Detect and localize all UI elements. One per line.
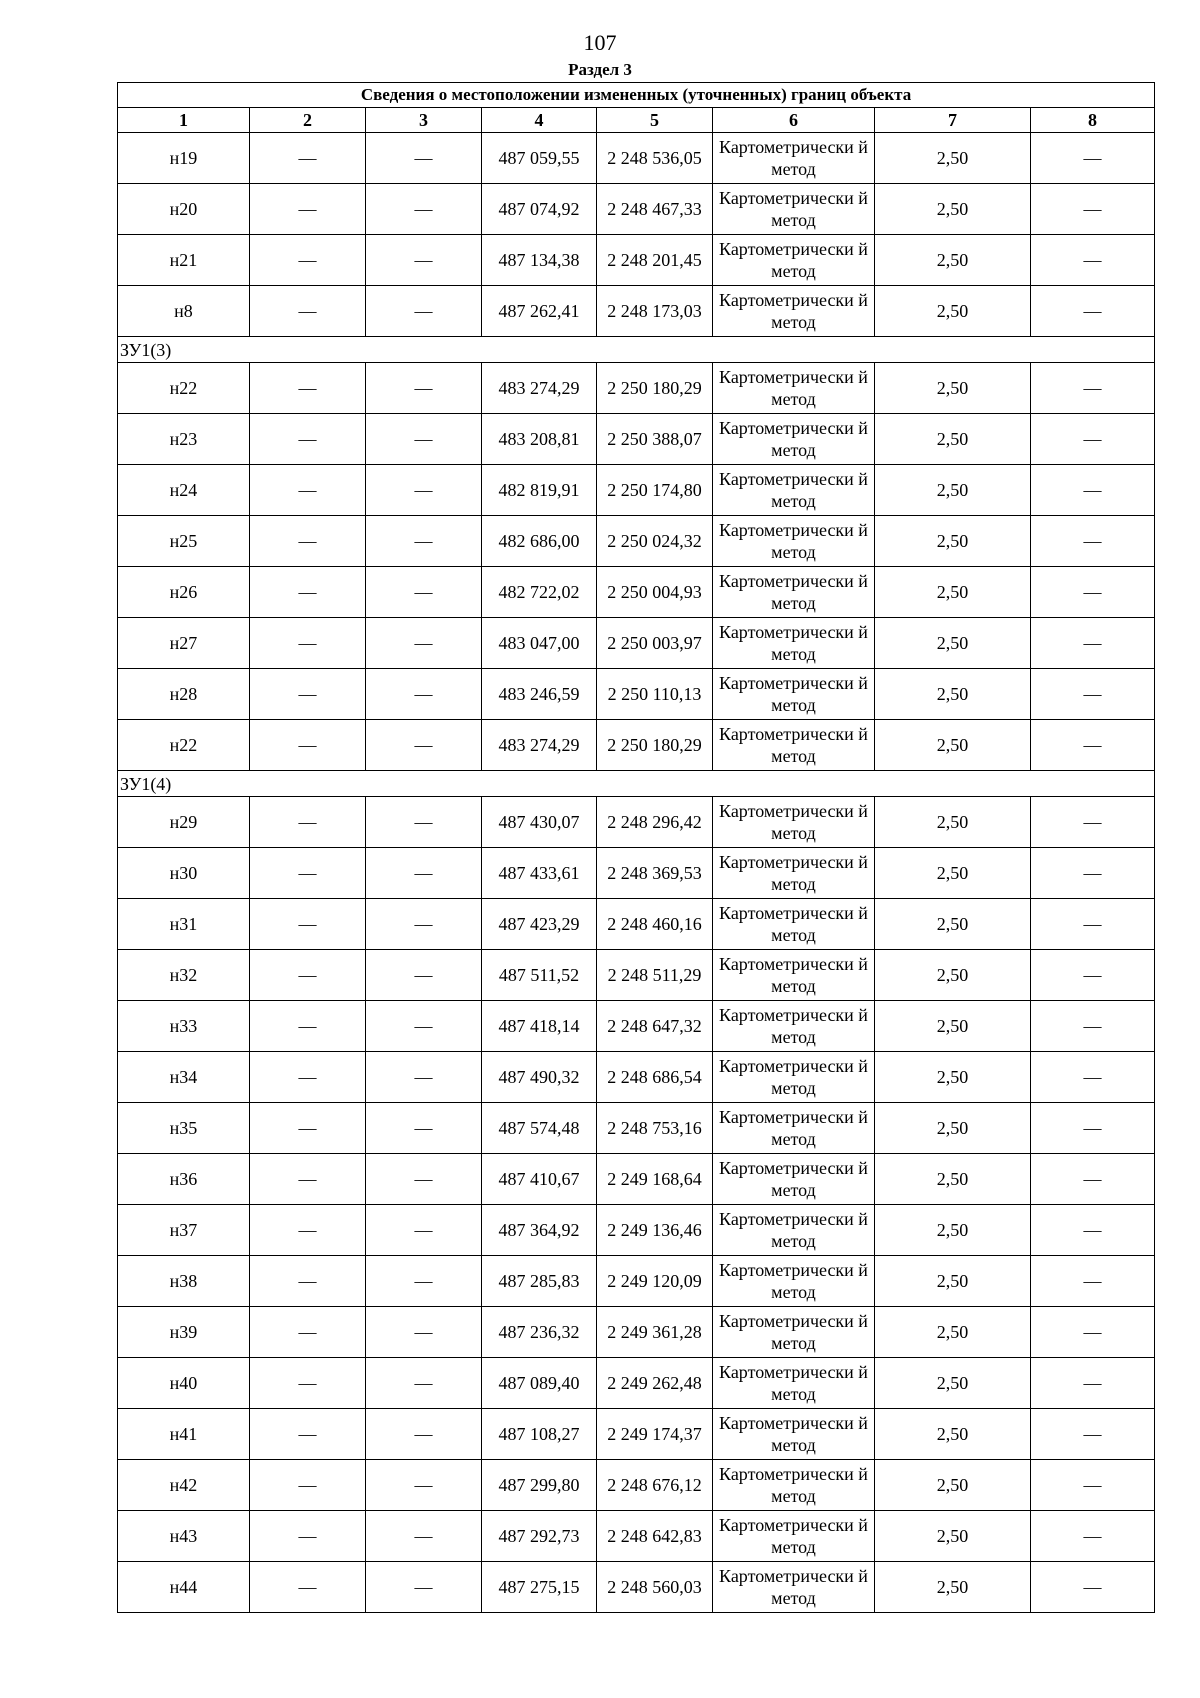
x-coordinate-cell: 487 299,80	[482, 1460, 597, 1511]
col3-cell: —	[366, 567, 482, 618]
accuracy-cell: 2,50	[875, 567, 1031, 618]
accuracy-cell: 2,50	[875, 1256, 1031, 1307]
col8-cell: —	[1031, 235, 1155, 286]
point-name-cell: н21	[118, 235, 250, 286]
col3-cell: —	[366, 797, 482, 848]
point-name-cell: н27	[118, 618, 250, 669]
col8-cell: —	[1031, 1562, 1155, 1613]
column-header: 7	[875, 108, 1031, 133]
col2-cell: —	[250, 1256, 366, 1307]
point-name-cell: н35	[118, 1103, 250, 1154]
col2-cell: —	[250, 950, 366, 1001]
col2-cell: —	[250, 1103, 366, 1154]
method-cell: Картометрически й метод	[713, 465, 875, 516]
point-name-cell: н22	[118, 720, 250, 771]
point-name-cell: н40	[118, 1358, 250, 1409]
method-cell: Картометрически й метод	[713, 235, 875, 286]
coordinates-table	[117, 82, 1155, 1613]
x-coordinate-cell: 487 059,55	[482, 133, 597, 184]
column-header: 5	[597, 108, 713, 133]
point-name-cell: н36	[118, 1154, 250, 1205]
table-row	[118, 286, 1155, 337]
accuracy-cell: 2,50	[875, 465, 1031, 516]
table-caption: Сведения о местоположении измененных (уточненных) границ объекта	[118, 83, 1155, 108]
table-row	[118, 1205, 1155, 1256]
y-coordinate-cell: 2 250 004,93	[597, 567, 713, 618]
point-name-cell: н39	[118, 1307, 250, 1358]
y-coordinate-cell: 2 248 173,03	[597, 286, 713, 337]
col8-cell: —	[1031, 1511, 1155, 1562]
method-cell: Картометрически й метод	[713, 1562, 875, 1613]
col3-cell: —	[366, 950, 482, 1001]
x-coordinate-cell: 487 423,29	[482, 899, 597, 950]
col2-cell: —	[250, 848, 366, 899]
col2-cell: —	[250, 1358, 366, 1409]
point-name-cell: н30	[118, 848, 250, 899]
col8-cell: —	[1031, 1358, 1155, 1409]
col3-cell: —	[366, 1460, 482, 1511]
x-coordinate-cell: 487 285,83	[482, 1256, 597, 1307]
table-row	[118, 1103, 1155, 1154]
method-cell: Картометрически й метод	[713, 1052, 875, 1103]
point-name-cell: н38	[118, 1256, 250, 1307]
group-label: ЗУ1(3)	[118, 337, 1155, 363]
col8-cell: —	[1031, 363, 1155, 414]
column-header: 4	[482, 108, 597, 133]
col8-cell: —	[1031, 899, 1155, 950]
table-row	[118, 567, 1155, 618]
col8-cell: —	[1031, 1205, 1155, 1256]
accuracy-cell: 2,50	[875, 184, 1031, 235]
accuracy-cell: 2,50	[875, 516, 1031, 567]
col3-cell: —	[366, 669, 482, 720]
accuracy-cell: 2,50	[875, 618, 1031, 669]
col2-cell: —	[250, 1307, 366, 1358]
col2-cell: —	[250, 797, 366, 848]
col2-cell: —	[250, 1154, 366, 1205]
x-coordinate-cell: 483 208,81	[482, 414, 597, 465]
point-name-cell: н22	[118, 363, 250, 414]
col2-cell: —	[250, 235, 366, 286]
method-cell: Картометрически й метод	[713, 1358, 875, 1409]
col8-cell: —	[1031, 950, 1155, 1001]
table-row	[118, 1052, 1155, 1103]
x-coordinate-cell: 487 574,48	[482, 1103, 597, 1154]
accuracy-cell: 2,50	[875, 720, 1031, 771]
page-number: 107	[583, 30, 617, 55]
y-coordinate-cell: 2 250 110,13	[597, 669, 713, 720]
accuracy-cell: 2,50	[875, 133, 1031, 184]
table-row	[118, 848, 1155, 899]
point-name-cell: н44	[118, 1562, 250, 1613]
method-cell: Картометрически й метод	[713, 1256, 875, 1307]
x-coordinate-cell: 487 089,40	[482, 1358, 597, 1409]
col8-cell: —	[1031, 1307, 1155, 1358]
y-coordinate-cell: 2 248 536,05	[597, 133, 713, 184]
x-coordinate-cell: 487 364,92	[482, 1205, 597, 1256]
x-coordinate-cell: 487 511,52	[482, 950, 597, 1001]
y-coordinate-cell: 2 249 174,37	[597, 1409, 713, 1460]
method-cell: Картометрически й метод	[713, 363, 875, 414]
table-row	[118, 1511, 1155, 1562]
col3-cell: —	[366, 848, 482, 899]
method-cell: Картометрически й метод	[713, 618, 875, 669]
accuracy-cell: 2,50	[875, 1001, 1031, 1052]
accuracy-cell: 2,50	[875, 669, 1031, 720]
y-coordinate-cell: 2 249 120,09	[597, 1256, 713, 1307]
col3-cell: —	[366, 1562, 482, 1613]
col3-cell: —	[366, 618, 482, 669]
point-name-cell: н26	[118, 567, 250, 618]
accuracy-cell: 2,50	[875, 950, 1031, 1001]
point-name-cell: н29	[118, 797, 250, 848]
group-row	[118, 337, 1155, 363]
col2-cell: —	[250, 1409, 366, 1460]
x-coordinate-cell: 483 047,00	[482, 618, 597, 669]
accuracy-cell: 2,50	[875, 1562, 1031, 1613]
col3-cell: —	[366, 1307, 482, 1358]
x-coordinate-cell: 487 236,32	[482, 1307, 597, 1358]
col8-cell: —	[1031, 567, 1155, 618]
table-row	[118, 1001, 1155, 1052]
x-coordinate-cell: 487 262,41	[482, 286, 597, 337]
method-cell: Картометрически й метод	[713, 1460, 875, 1511]
table-row	[118, 669, 1155, 720]
y-coordinate-cell: 2 250 024,32	[597, 516, 713, 567]
method-cell: Картометрически й метод	[713, 1307, 875, 1358]
method-cell: Картометрически й метод	[713, 516, 875, 567]
accuracy-cell: 2,50	[875, 848, 1031, 899]
accuracy-cell: 2,50	[875, 1358, 1031, 1409]
table-row	[118, 1256, 1155, 1307]
table-row	[118, 899, 1155, 950]
col2-cell: —	[250, 567, 366, 618]
y-coordinate-cell: 2 248 642,83	[597, 1511, 713, 1562]
y-coordinate-cell: 2 248 467,33	[597, 184, 713, 235]
col2-cell: —	[250, 184, 366, 235]
col8-cell: —	[1031, 797, 1155, 848]
method-cell: Картометрически й метод	[713, 797, 875, 848]
x-coordinate-cell: 487 074,92	[482, 184, 597, 235]
x-coordinate-cell: 487 134,38	[482, 235, 597, 286]
accuracy-cell: 2,50	[875, 1103, 1031, 1154]
col3-cell: —	[366, 1511, 482, 1562]
y-coordinate-cell: 2 248 560,03	[597, 1562, 713, 1613]
accuracy-cell: 2,50	[875, 1154, 1031, 1205]
y-coordinate-cell: 2 249 262,48	[597, 1358, 713, 1409]
col8-cell: —	[1031, 720, 1155, 771]
col3-cell: —	[366, 1256, 482, 1307]
method-cell: Картометрически й метод	[713, 1103, 875, 1154]
column-header: 6	[713, 108, 875, 133]
col8-cell: —	[1031, 465, 1155, 516]
point-name-cell: н41	[118, 1409, 250, 1460]
y-coordinate-cell: 2 248 753,16	[597, 1103, 713, 1154]
point-name-cell: н32	[118, 950, 250, 1001]
col2-cell: —	[250, 1562, 366, 1613]
x-coordinate-cell: 487 418,14	[482, 1001, 597, 1052]
column-header: 2	[250, 108, 366, 133]
y-coordinate-cell: 2 248 460,16	[597, 899, 713, 950]
table-row	[118, 516, 1155, 567]
accuracy-cell: 2,50	[875, 363, 1031, 414]
col2-cell: —	[250, 669, 366, 720]
table-row	[118, 720, 1155, 771]
col8-cell: —	[1031, 1052, 1155, 1103]
table-row	[118, 1409, 1155, 1460]
x-coordinate-cell: 483 246,59	[482, 669, 597, 720]
col2-cell: —	[250, 1001, 366, 1052]
col8-cell: —	[1031, 848, 1155, 899]
accuracy-cell: 2,50	[875, 797, 1031, 848]
col2-cell: —	[250, 465, 366, 516]
table-header-row	[118, 108, 1155, 133]
table-row	[118, 797, 1155, 848]
col3-cell: —	[366, 1358, 482, 1409]
x-coordinate-cell: 482 722,02	[482, 567, 597, 618]
y-coordinate-cell: 2 248 686,54	[597, 1052, 713, 1103]
method-cell: Картометрически й метод	[713, 1205, 875, 1256]
col2-cell: —	[250, 286, 366, 337]
method-cell: Картометрически й метод	[713, 899, 875, 950]
point-name-cell: н42	[118, 1460, 250, 1511]
table-row	[118, 235, 1155, 286]
table-caption-row	[118, 83, 1155, 108]
col2-cell: —	[250, 516, 366, 567]
method-cell: Картометрически й метод	[713, 669, 875, 720]
method-cell: Картометрически й метод	[713, 286, 875, 337]
table-row	[118, 1154, 1155, 1205]
col8-cell: —	[1031, 1103, 1155, 1154]
col2-cell: —	[250, 1205, 366, 1256]
col2-cell: —	[250, 1511, 366, 1562]
col8-cell: —	[1031, 669, 1155, 720]
method-cell: Картометрически й метод	[713, 848, 875, 899]
col8-cell: —	[1031, 133, 1155, 184]
point-name-cell: н33	[118, 1001, 250, 1052]
col3-cell: —	[366, 1001, 482, 1052]
col8-cell: —	[1031, 1460, 1155, 1511]
col8-cell: —	[1031, 184, 1155, 235]
x-coordinate-cell: 483 274,29	[482, 363, 597, 414]
table-row	[118, 1562, 1155, 1613]
accuracy-cell: 2,50	[875, 1511, 1031, 1562]
point-name-cell: н37	[118, 1205, 250, 1256]
col3-cell: —	[366, 363, 482, 414]
y-coordinate-cell: 2 248 369,53	[597, 848, 713, 899]
point-name-cell: н31	[118, 899, 250, 950]
method-cell: Картометрически й метод	[713, 950, 875, 1001]
col2-cell: —	[250, 1460, 366, 1511]
x-coordinate-cell: 487 275,15	[482, 1562, 597, 1613]
x-coordinate-cell: 487 433,61	[482, 848, 597, 899]
accuracy-cell: 2,50	[875, 286, 1031, 337]
method-cell: Картометрически й метод	[713, 1511, 875, 1562]
point-name-cell: н34	[118, 1052, 250, 1103]
col8-cell: —	[1031, 516, 1155, 567]
group-row	[118, 771, 1155, 797]
point-name-cell: н43	[118, 1511, 250, 1562]
method-cell: Картометрически й метод	[713, 133, 875, 184]
point-name-cell: н19	[118, 133, 250, 184]
x-coordinate-cell: 487 410,67	[482, 1154, 597, 1205]
table-row	[118, 1460, 1155, 1511]
y-coordinate-cell: 2 250 174,80	[597, 465, 713, 516]
col3-cell: —	[366, 1154, 482, 1205]
col3-cell: —	[366, 516, 482, 567]
col8-cell: —	[1031, 414, 1155, 465]
x-coordinate-cell: 487 292,73	[482, 1511, 597, 1562]
y-coordinate-cell: 2 248 511,29	[597, 950, 713, 1001]
accuracy-cell: 2,50	[875, 1052, 1031, 1103]
accuracy-cell: 2,50	[875, 235, 1031, 286]
method-cell: Картометрически й метод	[713, 1409, 875, 1460]
x-coordinate-cell: 487 108,27	[482, 1409, 597, 1460]
col8-cell: —	[1031, 618, 1155, 669]
col8-cell: —	[1031, 1256, 1155, 1307]
method-cell: Картометрически й метод	[713, 184, 875, 235]
y-coordinate-cell: 2 249 136,46	[597, 1205, 713, 1256]
point-name-cell: н25	[118, 516, 250, 567]
accuracy-cell: 2,50	[875, 1307, 1031, 1358]
table-row	[118, 465, 1155, 516]
x-coordinate-cell: 482 819,91	[482, 465, 597, 516]
col2-cell: —	[250, 414, 366, 465]
y-coordinate-cell: 2 249 361,28	[597, 1307, 713, 1358]
col3-cell: —	[366, 235, 482, 286]
col3-cell: —	[366, 133, 482, 184]
col3-cell: —	[366, 1052, 482, 1103]
table-row	[118, 363, 1155, 414]
column-header: 8	[1031, 108, 1155, 133]
x-coordinate-cell: 487 430,07	[482, 797, 597, 848]
col8-cell: —	[1031, 286, 1155, 337]
col8-cell: —	[1031, 1001, 1155, 1052]
method-cell: Картометрически й метод	[713, 414, 875, 465]
point-name-cell: н20	[118, 184, 250, 235]
col3-cell: —	[366, 1103, 482, 1154]
table-row	[118, 950, 1155, 1001]
col2-cell: —	[250, 1052, 366, 1103]
section-title: Раздел 3	[568, 60, 632, 79]
accuracy-cell: 2,50	[875, 1460, 1031, 1511]
group-label: ЗУ1(4)	[118, 771, 1155, 797]
accuracy-cell: 2,50	[875, 1409, 1031, 1460]
col2-cell: —	[250, 363, 366, 414]
y-coordinate-cell: 2 248 201,45	[597, 235, 713, 286]
method-cell: Картометрически й метод	[713, 567, 875, 618]
table-body	[118, 83, 1155, 1613]
y-coordinate-cell: 2 248 296,42	[597, 797, 713, 848]
accuracy-cell: 2,50	[875, 899, 1031, 950]
col3-cell: —	[366, 184, 482, 235]
method-cell: Картометрически й метод	[713, 1154, 875, 1205]
table-row	[118, 414, 1155, 465]
col3-cell: —	[366, 1409, 482, 1460]
col3-cell: —	[366, 720, 482, 771]
col3-cell: —	[366, 899, 482, 950]
col3-cell: —	[366, 286, 482, 337]
y-coordinate-cell: 2 250 180,29	[597, 720, 713, 771]
col3-cell: —	[366, 465, 482, 516]
point-name-cell: н24	[118, 465, 250, 516]
column-header: 3	[366, 108, 482, 133]
col3-cell: —	[366, 414, 482, 465]
table-row	[118, 1358, 1155, 1409]
accuracy-cell: 2,50	[875, 1205, 1031, 1256]
y-coordinate-cell: 2 250 388,07	[597, 414, 713, 465]
table-row	[118, 618, 1155, 669]
x-coordinate-cell: 483 274,29	[482, 720, 597, 771]
table-row	[118, 1307, 1155, 1358]
point-name-cell: н8	[118, 286, 250, 337]
col3-cell: —	[366, 1205, 482, 1256]
y-coordinate-cell: 2 249 168,64	[597, 1154, 713, 1205]
table-row	[118, 184, 1155, 235]
accuracy-cell: 2,50	[875, 414, 1031, 465]
point-name-cell: н28	[118, 669, 250, 720]
point-name-cell: н23	[118, 414, 250, 465]
method-cell: Картометрически й метод	[713, 720, 875, 771]
y-coordinate-cell: 2 250 180,29	[597, 363, 713, 414]
x-coordinate-cell: 482 686,00	[482, 516, 597, 567]
x-coordinate-cell: 487 490,32	[482, 1052, 597, 1103]
col2-cell: —	[250, 720, 366, 771]
y-coordinate-cell: 2 250 003,97	[597, 618, 713, 669]
col2-cell: —	[250, 618, 366, 669]
y-coordinate-cell: 2 248 647,32	[597, 1001, 713, 1052]
col2-cell: —	[250, 133, 366, 184]
y-coordinate-cell: 2 248 676,12	[597, 1460, 713, 1511]
col2-cell: —	[250, 899, 366, 950]
table-row	[118, 133, 1155, 184]
col8-cell: —	[1031, 1409, 1155, 1460]
column-header: 1	[118, 108, 250, 133]
col8-cell: —	[1031, 1154, 1155, 1205]
method-cell: Картометрически й метод	[713, 1001, 875, 1052]
